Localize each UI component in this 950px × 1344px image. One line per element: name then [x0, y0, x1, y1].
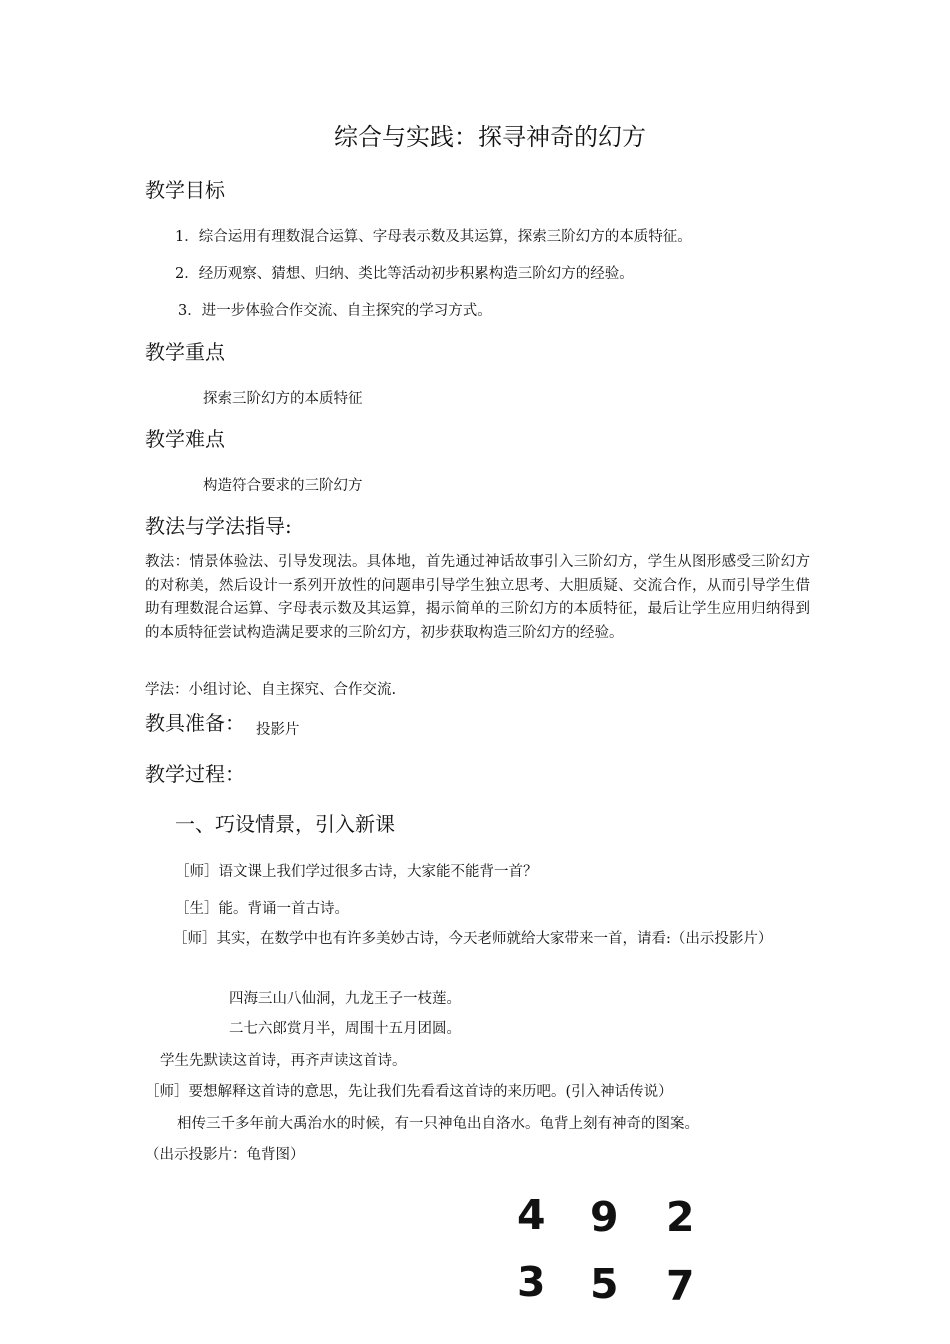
objective-item-3: 3．进一步体验合作交流、自主探究的学习方式。	[178, 303, 492, 319]
poem-line-1: 四海三山八仙洞，九龙王子一枝莲。	[229, 991, 461, 1007]
teaching-method-paragraph: 教法：情景体验法、引导发现法。具体地，首先通过神话故事引入三阶幻方，学生从图形感受三阶幻方的对称美，然后设计一系列开放性的问题串引导学生独立思考、大胆质疑、交流合作，从而引导学生借助有理数混合运算、字母表示数及其运算，揭示简单的三阶幻方的本质特征，最后让学生应用归纳得到的本质特征尝试构造满足要求的三阶幻方，初步获取构造三阶幻方的经验。	[145, 554, 810, 641]
objectives-heading: 教学目标	[145, 178, 225, 202]
dialogue-line-1: ［师］语文课上我们学过很多古诗，大家能不能背一首？	[175, 864, 538, 880]
key-point-heading: 教学重点	[145, 340, 225, 364]
tools-text: 投影片	[256, 722, 300, 738]
section-1-heading: 一、巧设情景，引入新课	[175, 812, 395, 836]
learning-method-text: 学法：小组讨论、自主探究、合作交流.	[145, 682, 397, 698]
process-heading: 教学过程：	[145, 762, 245, 786]
methods-heading: 教法与学法指导:	[145, 514, 292, 538]
key-point-text: 探索三阶幻方的本质特征	[203, 391, 363, 407]
objective-item-2: 2．经历观察、猜想、归纳、类比等活动初步积累构造三阶幻方的经验。	[175, 266, 634, 282]
dialogue-line-2: ［生］能。背诵一首古诗。	[175, 901, 349, 917]
legend-line: 相传三千多年前大禹治水的时候，有一只神龟出自洛水。龟背上刻有神奇的图案。	[177, 1116, 699, 1132]
difficulty-heading: 教学难点	[145, 427, 225, 451]
magic-square-cell: 2	[666, 1193, 695, 1241]
difficulty-text: 构造符合要求的三阶幻方	[203, 478, 363, 494]
student-reading-line: 学生先默读这首诗，再齐声读这首诗。	[160, 1053, 407, 1069]
magic-square-cell: 9	[590, 1193, 619, 1241]
magic-square-cell: 5	[590, 1260, 619, 1308]
projection-note: （出示投影片：龟背图）	[145, 1147, 305, 1163]
document-title: 综合与实践：探寻神奇的幻方	[334, 123, 646, 151]
objective-item-1: 1．综合运用有理数混合运算、字母表示数及其运算，探索三阶幻方的本质特征。	[175, 229, 692, 245]
dialogue-line-3: ［师］其实，在数学中也有许多美妙古诗，今天老师就给大家带来一首，请看:（出示投影片）	[173, 931, 773, 947]
dialogue-line-4: ［师］要想解释这首诗的意思，先让我们先看看这首诗的来历吧。(引入神话传说）	[145, 1084, 673, 1100]
tools-heading: 教具准备：	[145, 711, 245, 735]
magic-square-cell: 7	[666, 1262, 695, 1310]
magic-square-cell: 3	[517, 1258, 546, 1306]
poem-line-2: 二七六郎赏月半，周围十五月团圆。	[229, 1021, 461, 1037]
magic-square-cell: 4	[517, 1191, 546, 1239]
